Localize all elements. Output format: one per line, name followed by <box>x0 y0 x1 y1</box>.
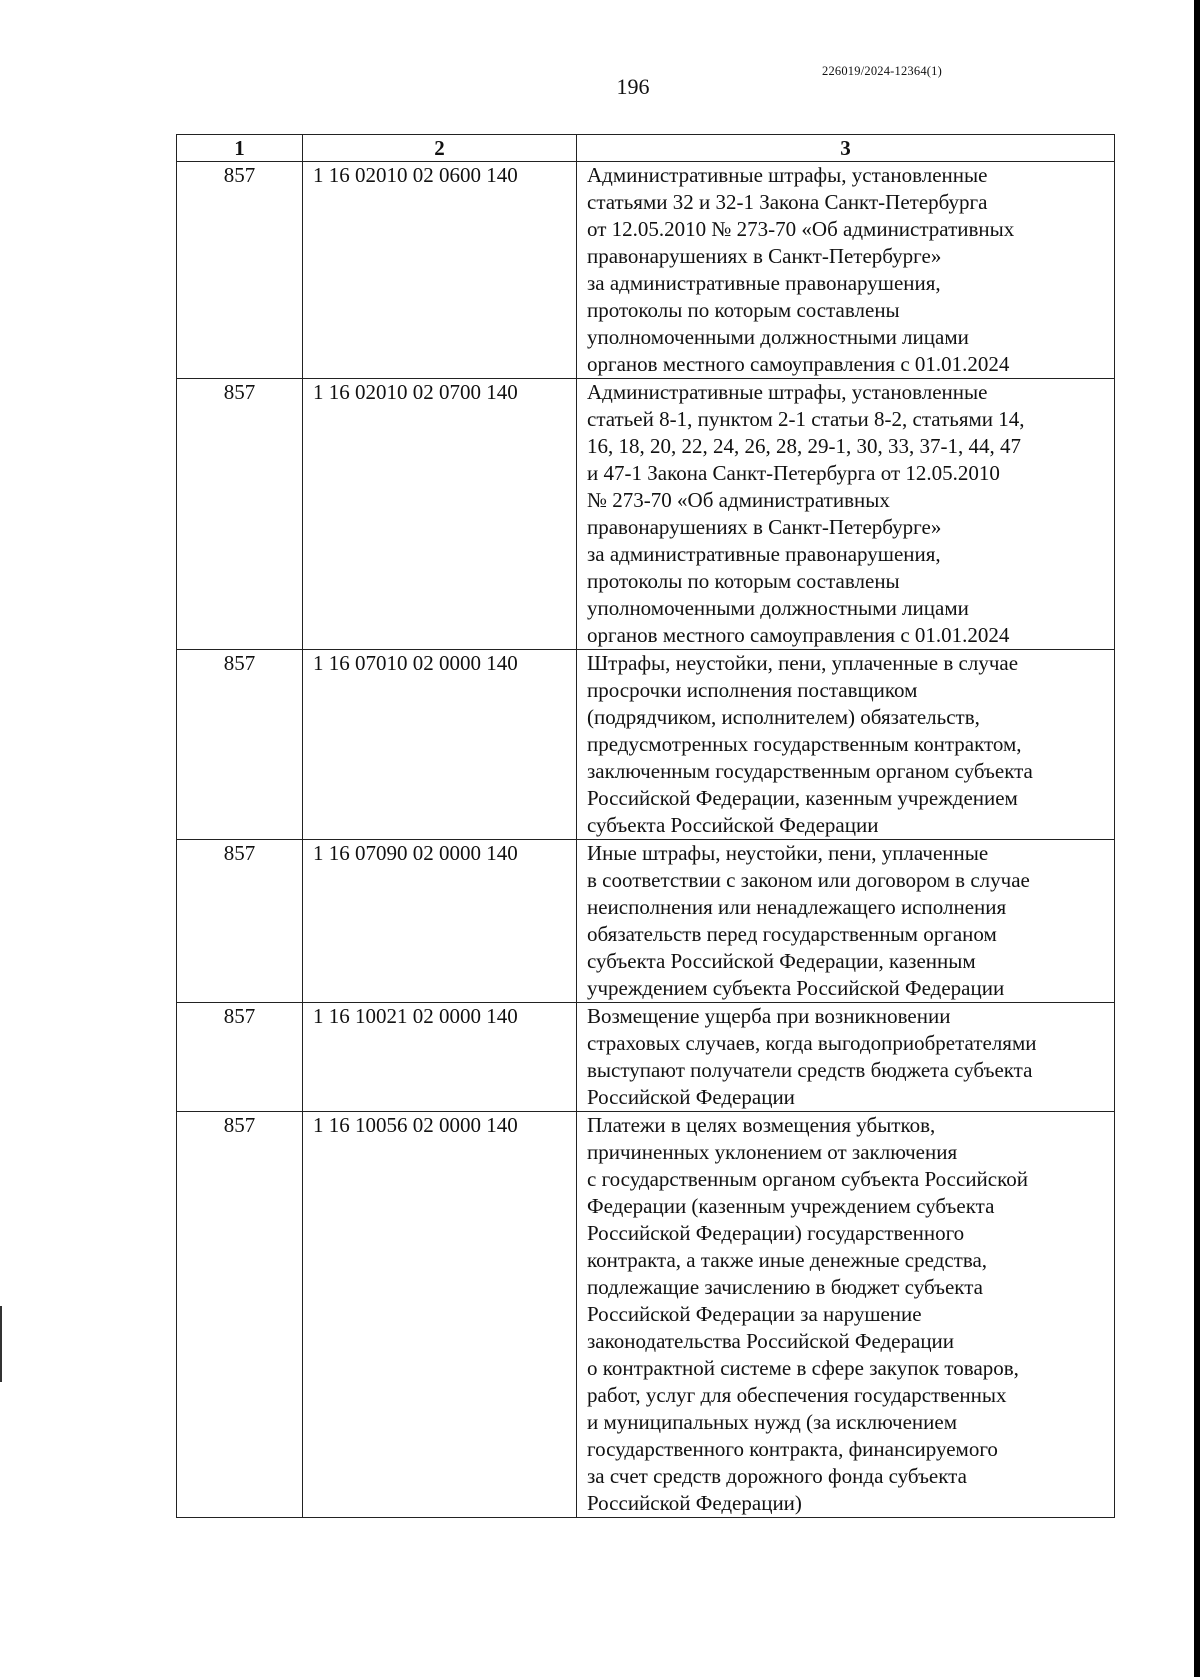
table-row <box>177 650 1115 840</box>
description-line: причиненных уклонением от заключения <box>587 1140 958 1164</box>
table-header <box>177 135 1115 162</box>
description-line: Платежи в целях возмещения убытков, <box>587 1113 936 1137</box>
revenue-code-cell: 1 16 10056 02 0000 140 <box>303 1112 577 1518</box>
scan-border <box>1194 0 1200 1677</box>
description-line: за счет средств дорожного фонда субъекта <box>587 1464 967 1488</box>
description-line: уполномоченными должностными лицами <box>587 325 969 349</box>
description-line: обязательств перед государственным органом <box>587 922 997 946</box>
description-cell <box>577 650 1115 840</box>
description-line: (подрядчиком, исполнителем) обязательств, <box>587 705 980 729</box>
description-cell <box>577 840 1115 1003</box>
table-row <box>177 162 1115 379</box>
table-row <box>177 1112 1115 1518</box>
description-line: протоколы по которым составлены <box>587 298 900 322</box>
column-header-1: 1 <box>177 135 303 162</box>
description-line: и 47-1 Закона Санкт-Петербурга от 12.05.2010 <box>587 461 1000 485</box>
description-line: Федерации (казенным учреждением субъекта <box>587 1194 995 1218</box>
description-line: за административные правонарушения, <box>587 542 941 566</box>
description-line: субъекта Российской Федерации, казенным <box>587 949 976 973</box>
revenue-code-cell: 1 16 02010 02 0600 140 <box>303 162 577 379</box>
admin-code-cell: 857 <box>177 162 303 379</box>
revenue-code-cell: 1 16 02010 02 0700 140 <box>303 379 577 650</box>
description-line: законодательства Российской Федерации <box>587 1329 955 1353</box>
admin-code-cell: 857 <box>177 1003 303 1112</box>
description-line: выступают получатели средств бюджета субъекта <box>587 1058 1033 1082</box>
description-line: Административные штрафы, установленные <box>587 163 988 187</box>
description-line: Российской Федерации) <box>587 1491 802 1515</box>
description-line: правонарушениях в Санкт-Петербурге» <box>587 244 942 268</box>
revenue-codes-table <box>176 134 1115 1518</box>
revenue-code-cell: 1 16 07090 02 0000 140 <box>303 840 577 1003</box>
description-line: работ, услуг для обеспечения государственных <box>587 1383 1007 1407</box>
description-line: Административные штрафы, установленные <box>587 380 988 404</box>
description-line: уполномоченными должностными лицами <box>587 596 969 620</box>
description-line: государственного контракта, финансируемого <box>587 1437 998 1461</box>
admin-code-cell: 857 <box>177 1112 303 1518</box>
description-line: учреждением субъекта Российской Федерации <box>587 976 1005 1000</box>
description-line: Российской Федерации, казенным учреждением <box>587 786 1018 810</box>
description-line: статьей 8-1, пунктом 2-1 статьи 8-2, статьями 14, <box>587 407 1025 431</box>
description-cell <box>577 379 1115 650</box>
description-line: правонарушениях в Санкт-Петербурге» <box>587 515 942 539</box>
table-body <box>177 162 1115 1518</box>
admin-code-cell: 857 <box>177 379 303 650</box>
table-row <box>177 379 1115 650</box>
description-line: Российской Федерации <box>587 1085 795 1109</box>
description-line: страховых случаев, когда выгодоприобретателями <box>587 1031 1037 1055</box>
description-line: о контрактной системе в сфере закупок товаров, <box>587 1356 1019 1380</box>
scan-mark <box>0 1306 2 1382</box>
column-header-3: 3 <box>577 135 1115 162</box>
description-line: просрочки исполнения поставщиком <box>587 678 918 702</box>
description-cell <box>577 1112 1115 1518</box>
description-line: № 273-70 «Об административных <box>587 488 890 512</box>
page-number: 196 <box>616 74 650 99</box>
description-line: Иные штрафы, неустойки, пени, уплаченные <box>587 841 989 865</box>
description-line: заключенным государственным органом субъекта <box>587 759 1033 783</box>
description-line: протоколы по которым составлены <box>587 569 900 593</box>
description-line: статьями 32 и 32-1 Закона Санкт-Петербурга <box>587 190 988 214</box>
description-cell <box>577 1003 1115 1112</box>
description-line: и муниципальных нужд (за исключением <box>587 1410 957 1434</box>
description-cell <box>577 162 1115 379</box>
description-line: от 12.05.2010 № 273-70 «Об административных <box>587 217 1015 241</box>
admin-code-cell: 857 <box>177 650 303 840</box>
description-line: подлежащие зачислению в бюджет субъекта <box>587 1275 983 1299</box>
description-line: неисполнения или ненадлежащего исполнения <box>587 895 1007 919</box>
description-line: предусмотренных государственным контрактом, <box>587 732 1022 756</box>
description-line: за административные правонарушения, <box>587 271 941 295</box>
revenue-code-cell: 1 16 10021 02 0000 140 <box>303 1003 577 1112</box>
description-line: субъекта Российской Федерации <box>587 813 879 837</box>
revenue-code-cell: 1 16 07010 02 0000 140 <box>303 650 577 840</box>
document-id: 226019/2024-12364(1) <box>822 64 942 78</box>
admin-code-cell: 857 <box>177 840 303 1003</box>
description-line: Российской Федерации за нарушение <box>587 1302 922 1326</box>
table-row <box>177 1003 1115 1112</box>
description-line: Возмещение ущерба при возникновении <box>587 1004 951 1028</box>
description-line: органов местного самоуправления с 01.01.2024 <box>587 352 1010 376</box>
description-line: органов местного самоуправления с 01.01.2024 <box>587 623 1010 647</box>
description-line: 16, 18, 20, 22, 24, 26, 28, 29-1, 30, 33, 37-1, 44, 47 <box>587 434 1021 458</box>
description-line: с государственным органом субъекта Российской <box>587 1167 1028 1191</box>
description-line: в соответствии с законом или договором в случае <box>587 868 1030 892</box>
table-row <box>177 840 1115 1003</box>
description-line: Российской Федерации) государственного <box>587 1221 965 1245</box>
description-line: контракта, а также иные денежные средства, <box>587 1248 988 1272</box>
column-header-2: 2 <box>303 135 577 162</box>
column-numbers-row <box>177 135 1115 162</box>
description-line: Штрафы, неустойки, пени, уплаченные в случае <box>587 651 1019 675</box>
